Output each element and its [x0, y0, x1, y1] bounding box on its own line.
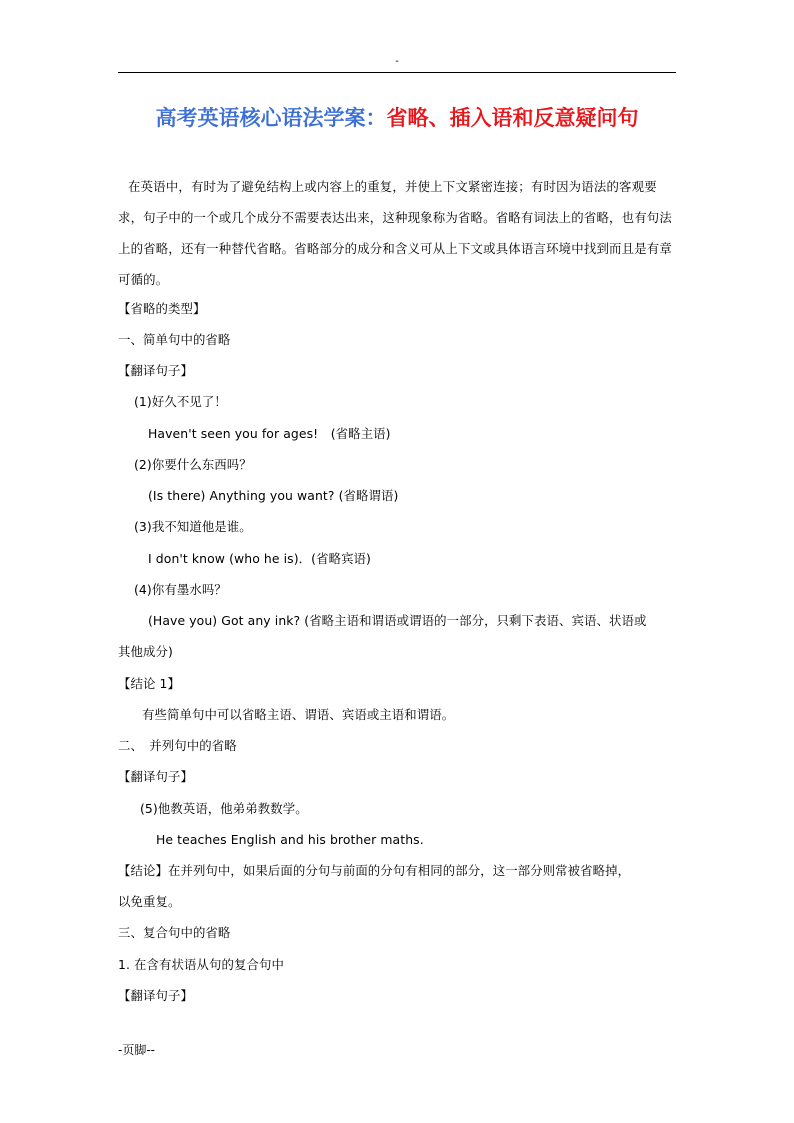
conclusion-1-label: 【结论 1】	[118, 676, 180, 691]
document-title	[0, 104, 794, 132]
example-4-cn: (4)你有墨水吗？	[134, 582, 227, 597]
label-translate-3: 【翻译句子】	[118, 988, 193, 1003]
example-2-cn: (2)你要什么东西吗？	[134, 457, 252, 472]
conclusion-2-line-1: 【结论】在并列句中，如果后面的分句与前面的分句有相同的部分，这一部分则常被省略掉，	[118, 863, 631, 878]
label-translate-1: 【翻译句子】	[118, 363, 193, 378]
section-heading-types: 【省略的类型】	[118, 301, 206, 316]
subheading-adverbial-clause: 1. 在含有状语从句的复合句中	[118, 957, 284, 972]
example-5-en: He teaches English and his brother maths.	[156, 832, 424, 847]
example-2-en: (Is there) Anything you want? (省略谓语)	[148, 488, 399, 503]
header-mark: -	[395, 56, 399, 67]
example-1-cn: (1)好久不见了！	[134, 394, 227, 409]
conclusion-2-line-2: 以免重复。	[118, 894, 181, 909]
label-translate-2: 【翻译句子】	[118, 769, 193, 784]
example-3-en: I don't know (who he is)．(省略宾语)	[148, 551, 371, 566]
title-part-1: 高考英语核心语法学案：	[155, 105, 387, 130]
title-part-2: 省略、插入语和反意疑问句	[386, 105, 639, 130]
header-rule	[118, 72, 676, 73]
example-4-en-line-1: (Have you) Got any ink? (省略主语和谓语或谓语的一部分，只剩下表语、宾语、状语或	[148, 613, 647, 628]
example-1-en: Haven't seen you for ages! (省略主语)	[148, 426, 391, 441]
heading-simple-sentence: 一、简单句中的省略	[118, 332, 231, 347]
example-3-cn: (3)我不知道他是谁。	[134, 519, 252, 534]
heading-compound-sentence: 二、 并列句中的省略	[118, 738, 237, 753]
heading-complex-sentence: 三、复合句中的省略	[118, 925, 231, 940]
example-4-en-line-2: 其他成分)	[118, 644, 173, 659]
page-footer: -页脚--	[118, 1043, 155, 1057]
example-5-cn: (5)他教英语，他弟弟教数学。	[140, 801, 308, 816]
intro-paragraph: 在英语中，有时为了避免结构上或内容上的重复，并使上下文紧密连接；有时因为语法的客观要求，句子中的一个或几个成分不需要表达出来，这种现象称为省略。省略有词法上的省略，也有句法上的省略，还有一种替代省略。省略部分的成分和含义可从上下文或具体语言环境中找到而且是有章可循的。	[118, 179, 672, 287]
conclusion-1-text: 有些简单句中可以省略主语、谓语、宾语或主语和谓语。	[142, 707, 455, 722]
